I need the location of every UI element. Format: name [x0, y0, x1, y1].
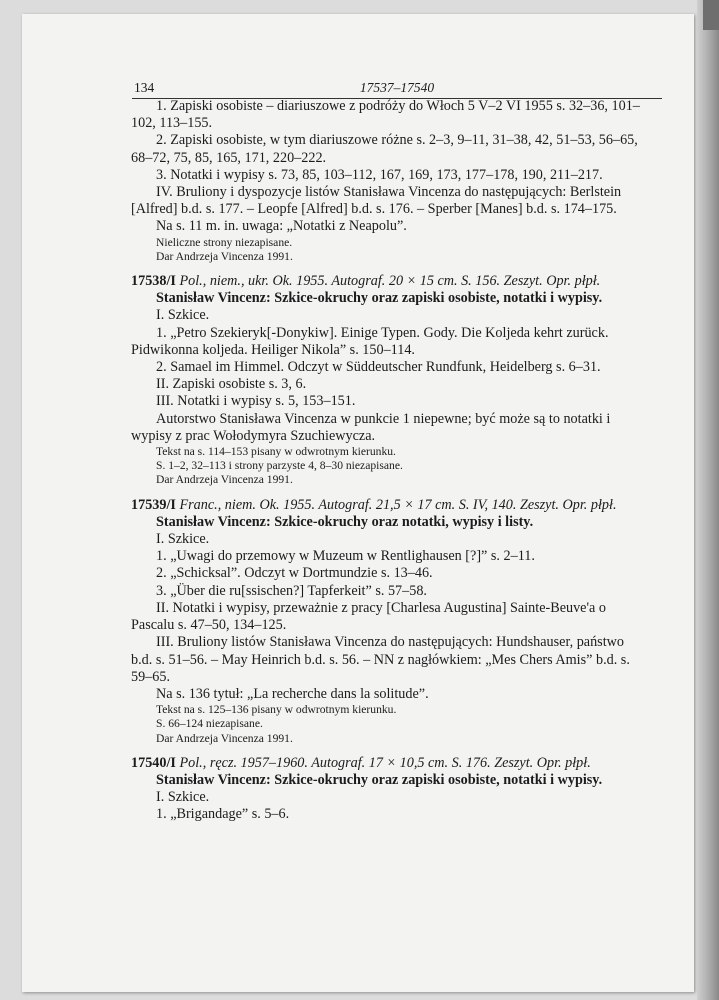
list-item: 1. „Petro Szekieryk[-Donykiw]. Einige Typen. Gody. Die Koljeda kehrt zurück. Pidwikonna koljeda. Heiliger Nikola” s. 150–114. [131, 324, 609, 358]
list-item: 1. Zapiski osobiste – diariuszowe z podróży do Włoch 5 V–2 VI 1955 s. 32–36, 101–102, 113–155. [131, 98, 640, 132]
note: Nieliczne strony niezapisane. [156, 235, 293, 249]
list-item: II. Zapiski osobiste s. 3, 6. [156, 376, 307, 393]
entry-meta: Pol., niem., ukr. Ok. 1955. Autograf. 20 × 15 cm. S. 156. Zeszyt. Opr. płpł. [179, 273, 601, 290]
entry-range: 17537–17540 [359, 80, 435, 95]
note: Dar Andrzeja Vincenza 1991. [156, 731, 293, 745]
list-item: Na s. 11 m. in. uwaga: „Notatki z Neapolu”. [156, 218, 407, 235]
list-item: I. Szkice. [156, 789, 210, 806]
note: S. 66–124 niezapisane. [156, 717, 263, 731]
entry-meta: Franc., niem. Ok. 1955. Autograf. 21,5 × 17 cm. S. IV, 140. Zeszyt. Opr. płpł. [179, 496, 617, 513]
list-item: 2. Zapiski osobiste, w tym diariuszowe różne s. 2–3, 9–11, 31–38, 42, 51–53, 56–65, 68–72, 75, 85, 165, 171, 220–222. [131, 132, 638, 166]
list-item: II. Notatki i wypisy, przeważnie z pracy [Charlesa Augustina] Sainte-Beuve'a o Pascalu s. 47–50, 134–125. [131, 599, 606, 634]
list-item: 3. „Über die ru[ssischen?] Tapferkeit” s. 57–58. [156, 582, 427, 599]
list-item: III. Bruliony listów Stanisława Vincenza do następujących: Hundshauser, państwo b.d. s. 51–56. – May Heinrich b.d. s. 56. – NN z nagłówkiem: „Mes Chers Amis” b.d. s. 59–65. [131, 634, 630, 685]
list-item: I. Szkice. [156, 531, 210, 548]
list-item: III. Notatki i wypisy s. 5, 153–151. [156, 393, 356, 410]
list-item: 2. Samael im Himmel. Odczyt w Süddeutscher Rundfunk, Heidelberg s. 6–31. [156, 359, 601, 376]
note: S. 1–2, 32–113 i strony parzyste 4, 8–30 niezapisane. [156, 459, 403, 473]
entry-number: 17539/I [131, 496, 176, 513]
list-item: 3. Notatki i wypisy s. 73, 85, 103–112, 167, 169, 173, 177–178, 190, 211–217. [156, 166, 603, 183]
list-item: Na s. 136 tytuł: „La recherche dans la solitude”. [156, 685, 429, 702]
entry-number: 17540/I [131, 754, 176, 771]
entry-title: Stanisław Vincenz: Szkice-okruchy oraz zapiski osobiste, notatki i wypisy. [156, 771, 603, 788]
note: Tekst na s. 114–153 pisany w odwrotnym kierunku. [156, 445, 396, 459]
entry-heading [131, 755, 641, 772]
list-item: IV. Bruliony i dyspozycje listów Stanisława Vincenza do następujących: Berlstein [Alfred] b.d. s. 177. – Leopfe [Alfred] b.d. s. 176. – Sperber [Manes] b.d. s. 174–175. [131, 184, 622, 218]
list-item: 1. „Brigandage” s. 5–6. [156, 806, 290, 823]
list-item: Autorstwo Stanisława Vincenza w punkcie 1 niepewne; być może są to notatki i wypisy z prac Wołodymyra Szuchiewycza. [131, 410, 611, 444]
edge-tab [703, 0, 719, 30]
note: Tekst na s. 125–136 pisany w odwrotnym kierunku. [156, 703, 397, 717]
list-item: 1. „Uwagi do przemowy w Muzeum w Rentlighausen [?]” s. 2–11. [156, 548, 535, 565]
entry-number: 17538/I [131, 273, 176, 290]
entry-heading [131, 497, 641, 514]
entry-meta: Pol., ręcz. 1957–1960. Autograf. 17 × 10,5 cm. S. 176. Zeszyt. Opr. płpł. [179, 754, 591, 771]
list-item: 2. „Schicksal”. Odczyt w Dortmundzie s. 13–46. [156, 565, 433, 582]
note: Dar Andrzeja Vincenza 1991. [156, 473, 293, 487]
page-number: 134 [134, 80, 155, 95]
running-header [132, 80, 662, 99]
entry-title: Stanisław Vincenz: Szkice-okruchy oraz notatki, wypisy i listy. [156, 513, 534, 530]
entry-heading [131, 273, 641, 290]
note: Dar Andrzeja Vincenza 1991. [156, 249, 293, 263]
list-item: I. Szkice. [156, 307, 210, 324]
entry-title: Stanisław Vincenz: Szkice-okruchy oraz zapiski osobiste, notatki i wypisy. [156, 290, 603, 307]
page-edge [697, 0, 719, 1000]
catalog-text [131, 98, 641, 824]
